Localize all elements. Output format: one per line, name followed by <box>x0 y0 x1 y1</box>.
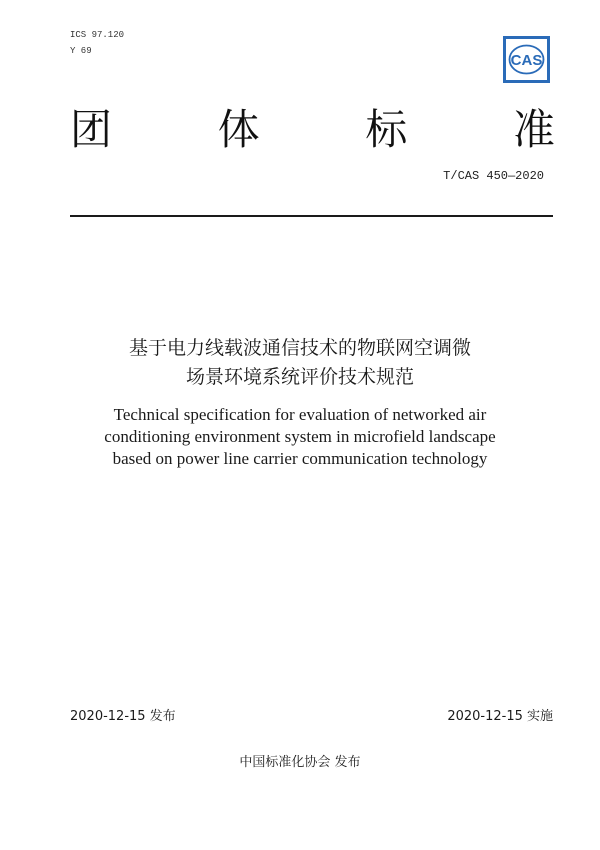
english-title-line-3: based on power line carrier communication technology <box>112 449 488 468</box>
standard-type-char-1: 团 <box>70 105 113 154</box>
chinese-title-line-1: 基于电力线载波通信技术的物联网空调微 <box>128 337 471 359</box>
ccs-code: Y 69 <box>70 46 92 56</box>
english-title <box>60 404 540 470</box>
header-divider <box>70 215 553 217</box>
english-title-line-1: Technical specification for evaluation of networked air <box>113 405 487 424</box>
implementation-date: 2020-12-15 实施 <box>447 709 553 724</box>
logo-text: CAS <box>510 52 543 69</box>
standard-type-char-3: 标 <box>365 105 408 154</box>
issue-date: 2020-12-15 发布 <box>70 709 176 724</box>
cas-logo <box>503 36 550 83</box>
ics-code: ICS 97.120 <box>70 30 125 40</box>
english-title-line-2: conditioning environment system in microfield landscape <box>104 427 496 446</box>
standard-type-heading <box>70 104 555 156</box>
publisher: 中国标准化协会 发布 <box>239 755 361 770</box>
chinese-title-line-2: 场景环境系统评价技术规范 <box>185 366 414 388</box>
standard-type-char-2: 体 <box>217 105 260 154</box>
chinese-title <box>70 334 530 392</box>
standard-number: T/CAS 450—2020 <box>443 169 544 183</box>
standard-type-char-4: 准 <box>512 105 555 154</box>
